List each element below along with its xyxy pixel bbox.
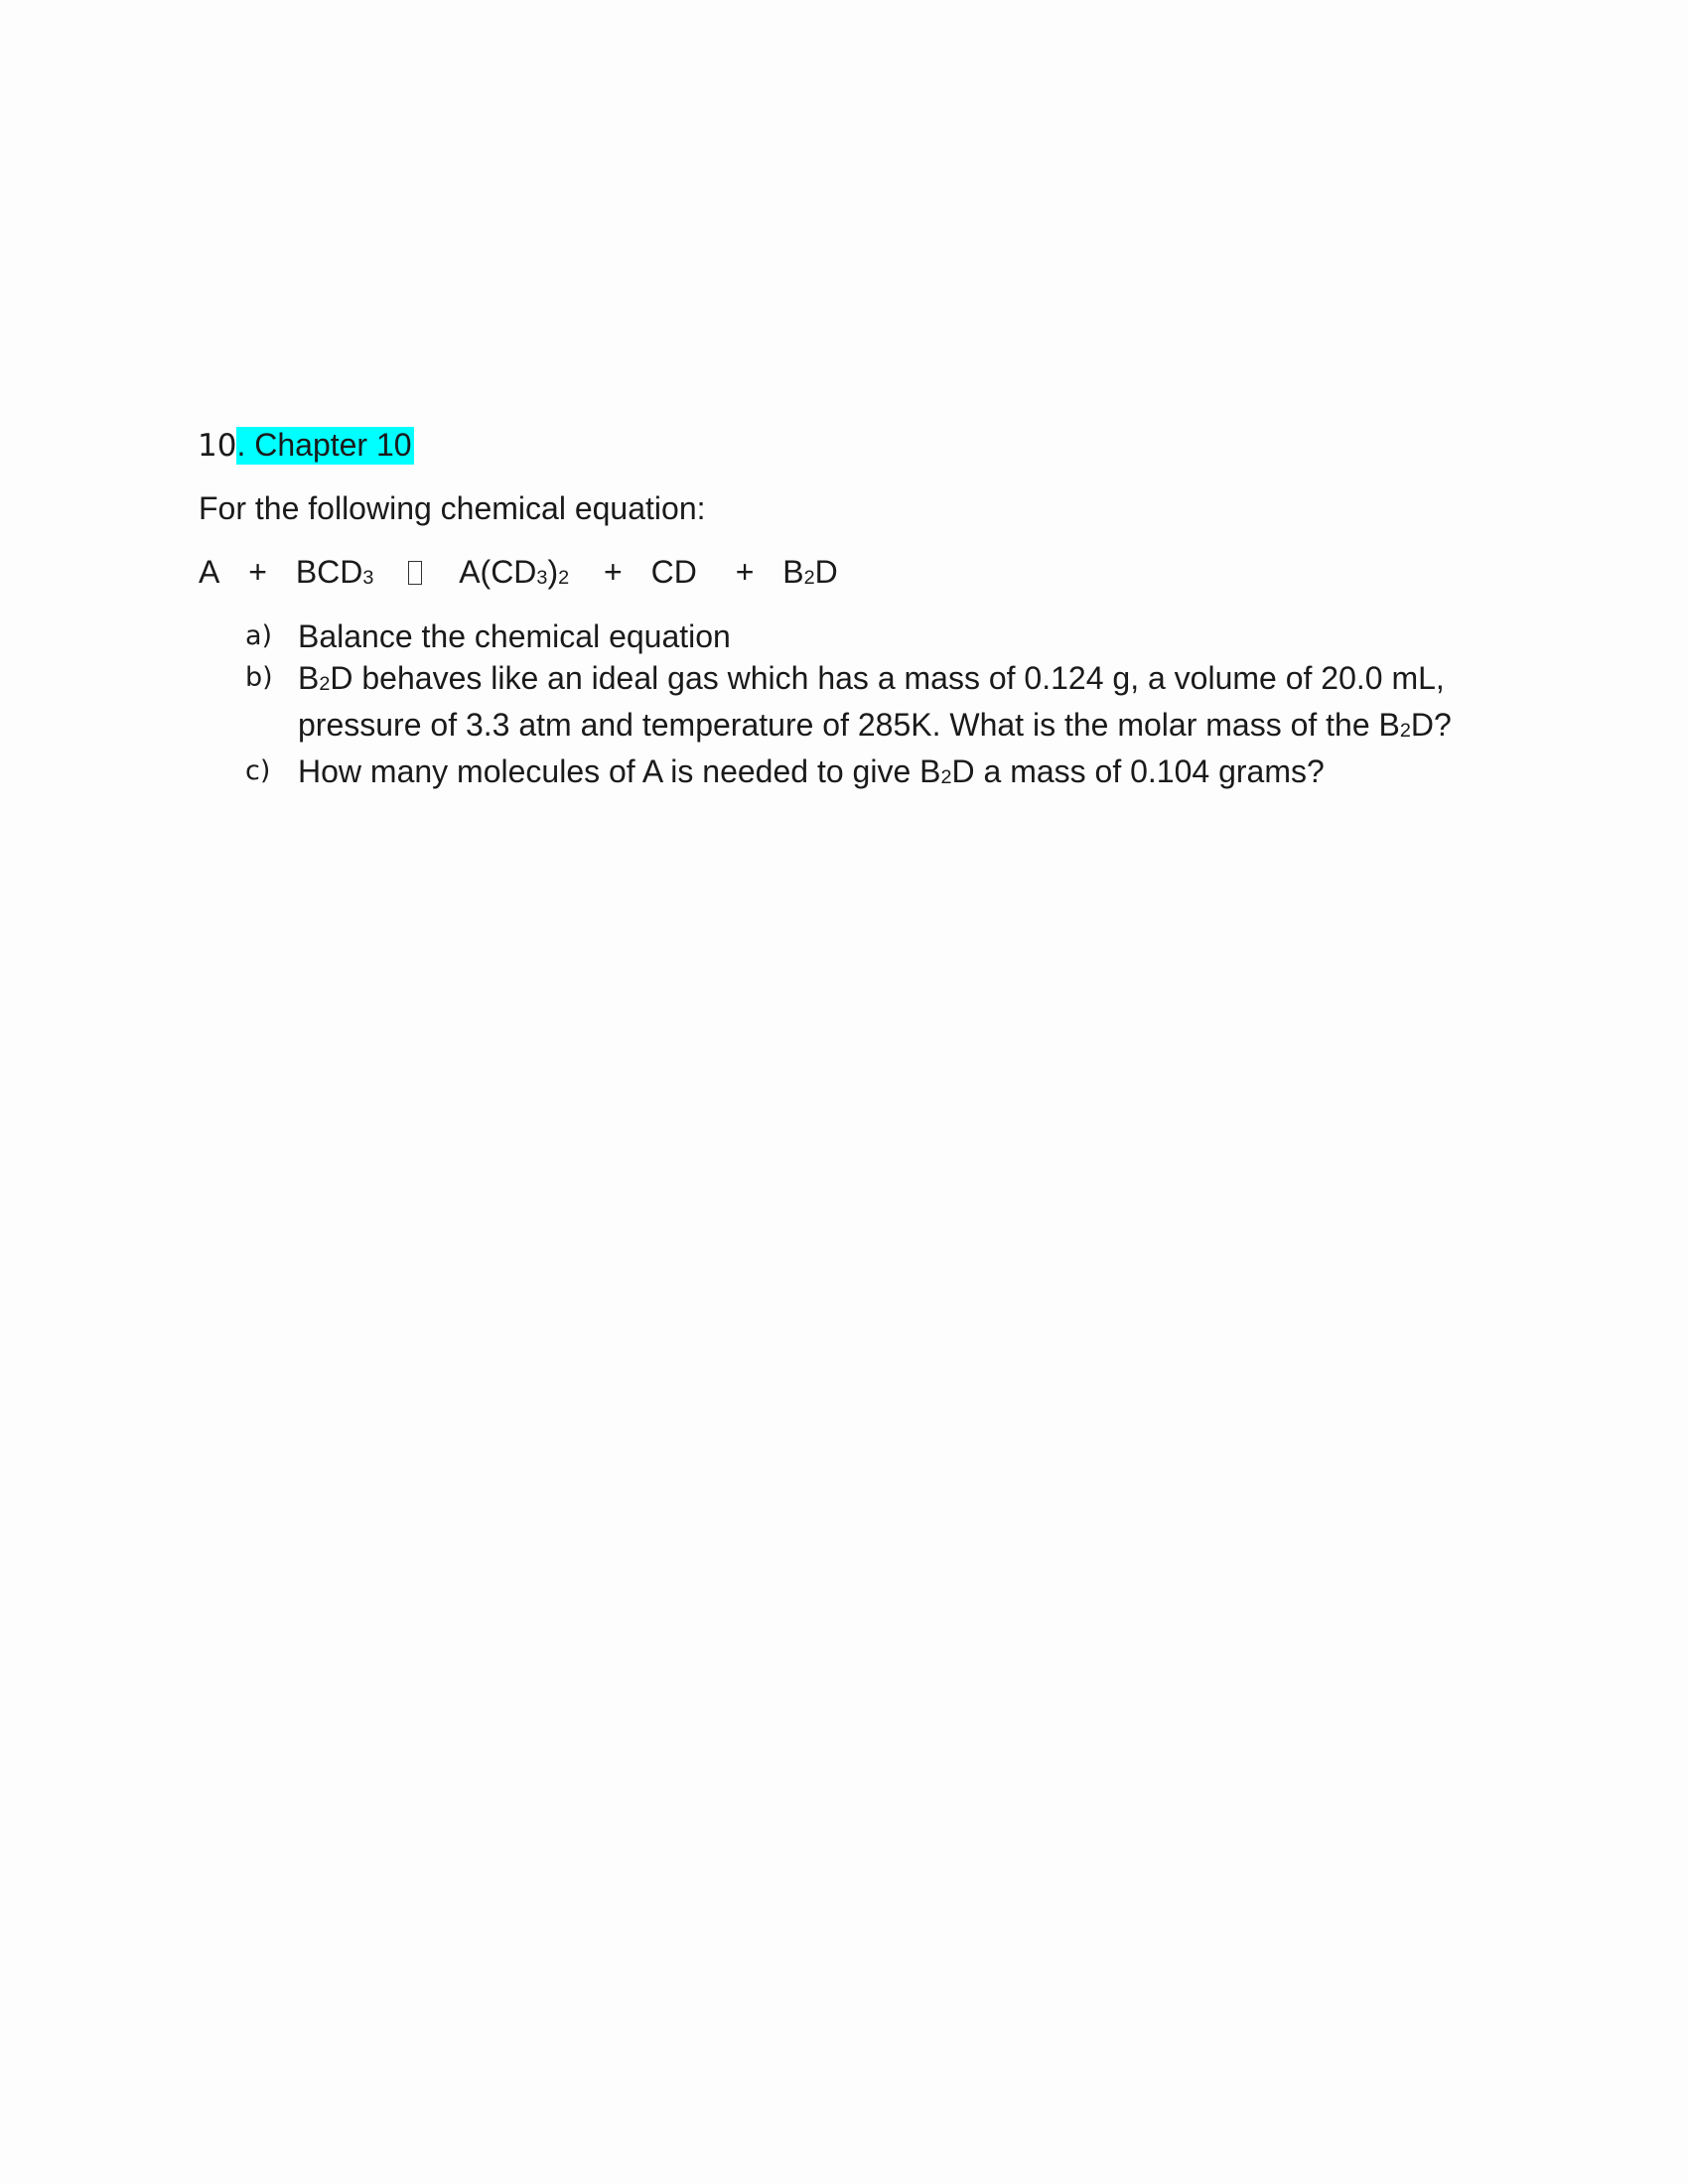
subscript: 2 — [940, 765, 952, 788]
list-marker: a) — [245, 620, 273, 651]
list-marker: b) — [245, 662, 273, 693]
intro-text: For the following chemical equation: — [199, 490, 706, 526]
subscript: 2 — [319, 672, 331, 695]
sub-question-text-suffix: D a mass of 0.104 grams? — [951, 753, 1325, 789]
missing-arrow-glyph-icon — [408, 561, 422, 585]
product-b2d-subscript: 2 — [803, 566, 815, 589]
reactant-a: A — [199, 554, 220, 590]
plus-sign: + — [735, 554, 755, 590]
sub-question-list — [245, 615, 1516, 797]
subscript: 2 — [1399, 719, 1411, 742]
product-b2d — [782, 550, 837, 599]
list-marker: c) — [245, 755, 271, 786]
product-acd32-part1: A(CD — [459, 554, 537, 590]
product-acd32-subscript-1: 3 — [536, 566, 548, 589]
reactant-bcd3-main: BCD — [295, 554, 363, 590]
sub-question-text: How many molecules of A is needed to give B — [298, 753, 941, 789]
sub-question-a — [245, 615, 1516, 657]
sub-question-text-suffix: D? — [1410, 707, 1452, 743]
sub-question-text: Balance the chemical equation — [298, 618, 731, 654]
reactant-bcd3 — [296, 550, 374, 599]
plus-sign: + — [604, 554, 623, 590]
product-cd: CD — [650, 554, 697, 590]
sub-question-text-prefix: B — [298, 660, 320, 696]
sub-question-b — [245, 657, 1516, 751]
question-number: 10 — [198, 428, 237, 464]
product-b2d-part1: B — [782, 554, 804, 590]
reactant-bcd3-subscript: 3 — [362, 566, 374, 589]
product-acd32 — [459, 550, 569, 599]
plus-sign: + — [248, 554, 267, 590]
product-acd32-subscript-2: 2 — [558, 566, 570, 589]
question-heading — [198, 423, 414, 468]
chapter-title-highlight: . Chapter 10 — [236, 427, 412, 463]
sub-question-c — [245, 751, 1516, 797]
product-b2d-part2: D — [814, 554, 838, 590]
chemical-equation — [199, 550, 838, 599]
product-acd32-part2: ) — [547, 554, 559, 590]
sub-question-text: D behaves like an ideal gas which has a mass of 0.124 g, a volume of 20.0 mL, pressure of 3.3 atm and temperature of 285K. What is the molar mass of the B — [298, 660, 1445, 743]
